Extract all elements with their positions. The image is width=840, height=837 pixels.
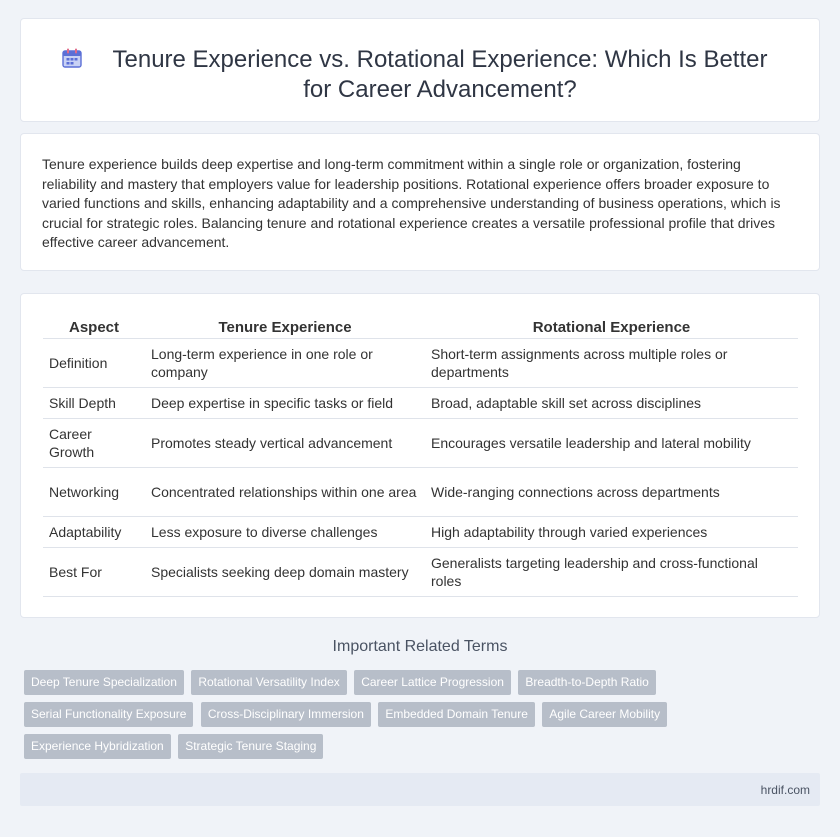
cell-rotational: High adaptability through varied experiences: [425, 517, 798, 548]
cell-rotational: Generalists targeting leadership and cross-functional roles: [425, 548, 798, 597]
cell-aspect: Networking: [43, 468, 145, 517]
title-card: [20, 18, 820, 122]
cell-aspect: Career Growth: [43, 419, 145, 468]
cell-rotational: Encourages versatile leadership and lateral mobility: [425, 419, 798, 468]
cell-tenure: Long-term experience in one role or company: [145, 339, 425, 388]
related-term-tag[interactable]: Agile Career Mobility: [542, 702, 667, 727]
related-term-tag[interactable]: Career Lattice Progression: [354, 670, 511, 695]
table-row: [43, 517, 798, 548]
related-term-tag[interactable]: Experience Hybridization: [24, 734, 171, 759]
related-terms-title: Important Related Terms: [332, 638, 508, 655]
cell-tenure: Specialists seeking deep domain mastery: [145, 548, 425, 597]
table-row: [43, 468, 798, 517]
related-term-tag[interactable]: Embedded Domain Tenure: [378, 702, 535, 727]
comparison-card: [20, 293, 820, 618]
intro-card: [20, 133, 820, 271]
header-rotational: Rotational Experience: [425, 316, 798, 339]
cell-tenure: Deep expertise in specific tasks or field: [145, 388, 425, 419]
cell-aspect: Adaptability: [43, 517, 145, 548]
comparison-table: [43, 316, 798, 597]
cell-tenure: Less exposure to diverse challenges: [145, 517, 425, 548]
cell-rotational: Wide-ranging connections across departments: [425, 468, 798, 517]
cell-tenure: Promotes steady vertical advancement: [145, 419, 425, 468]
table-row: [43, 419, 798, 468]
table-header-row: [43, 316, 798, 339]
footer: [20, 773, 820, 806]
cell-aspect: Best For: [43, 548, 145, 597]
header-aspect: Aspect: [43, 316, 145, 339]
footer-site-link[interactable]: hrdif.com: [760, 783, 810, 797]
related-term-tag[interactable]: Breadth-to-Depth Ratio: [518, 670, 655, 695]
table-row: [43, 388, 798, 419]
related-term-tag[interactable]: Deep Tenure Specialization: [24, 670, 184, 695]
table-row: [43, 548, 798, 597]
page-title: Tenure Experience vs. Rotational Experience: Which Is Better for Career Advancement?: [112, 46, 768, 103]
cell-rotational: Broad, adaptable skill set across disciplines: [425, 388, 798, 419]
related-term-tag[interactable]: Strategic Tenure Staging: [178, 734, 323, 759]
table-row: [43, 339, 798, 388]
related-term-tag[interactable]: Rotational Versatility Index: [191, 670, 346, 695]
header-tenure: Tenure Experience: [145, 316, 425, 339]
cell-rotational: Short-term assignments across multiple roles or departments: [425, 339, 798, 388]
intro-paragraph: Tenure experience builds deep expertise and long-term commitment within a single role or organization, fostering reliability and mastery that employers value for leadership positions. Rotational experience offers broader exposure to varied functions and skills, enhancing adaptability and a comprehensive understanding of business operations, which is crucial for strategic roles. Balancing tenure and rotational experience creates a versatile professional profile that drives effective career advancement.: [42, 156, 781, 250]
cell-tenure: Concentrated relationships within one area: [145, 468, 425, 517]
related-term-tag[interactable]: Serial Functionality Exposure: [24, 702, 193, 727]
related-term-tag[interactable]: Cross-Disciplinary Immersion: [201, 702, 371, 727]
cell-aspect: Definition: [43, 339, 145, 388]
cell-aspect: Skill Depth: [43, 388, 145, 419]
related-terms-list: [24, 670, 824, 766]
